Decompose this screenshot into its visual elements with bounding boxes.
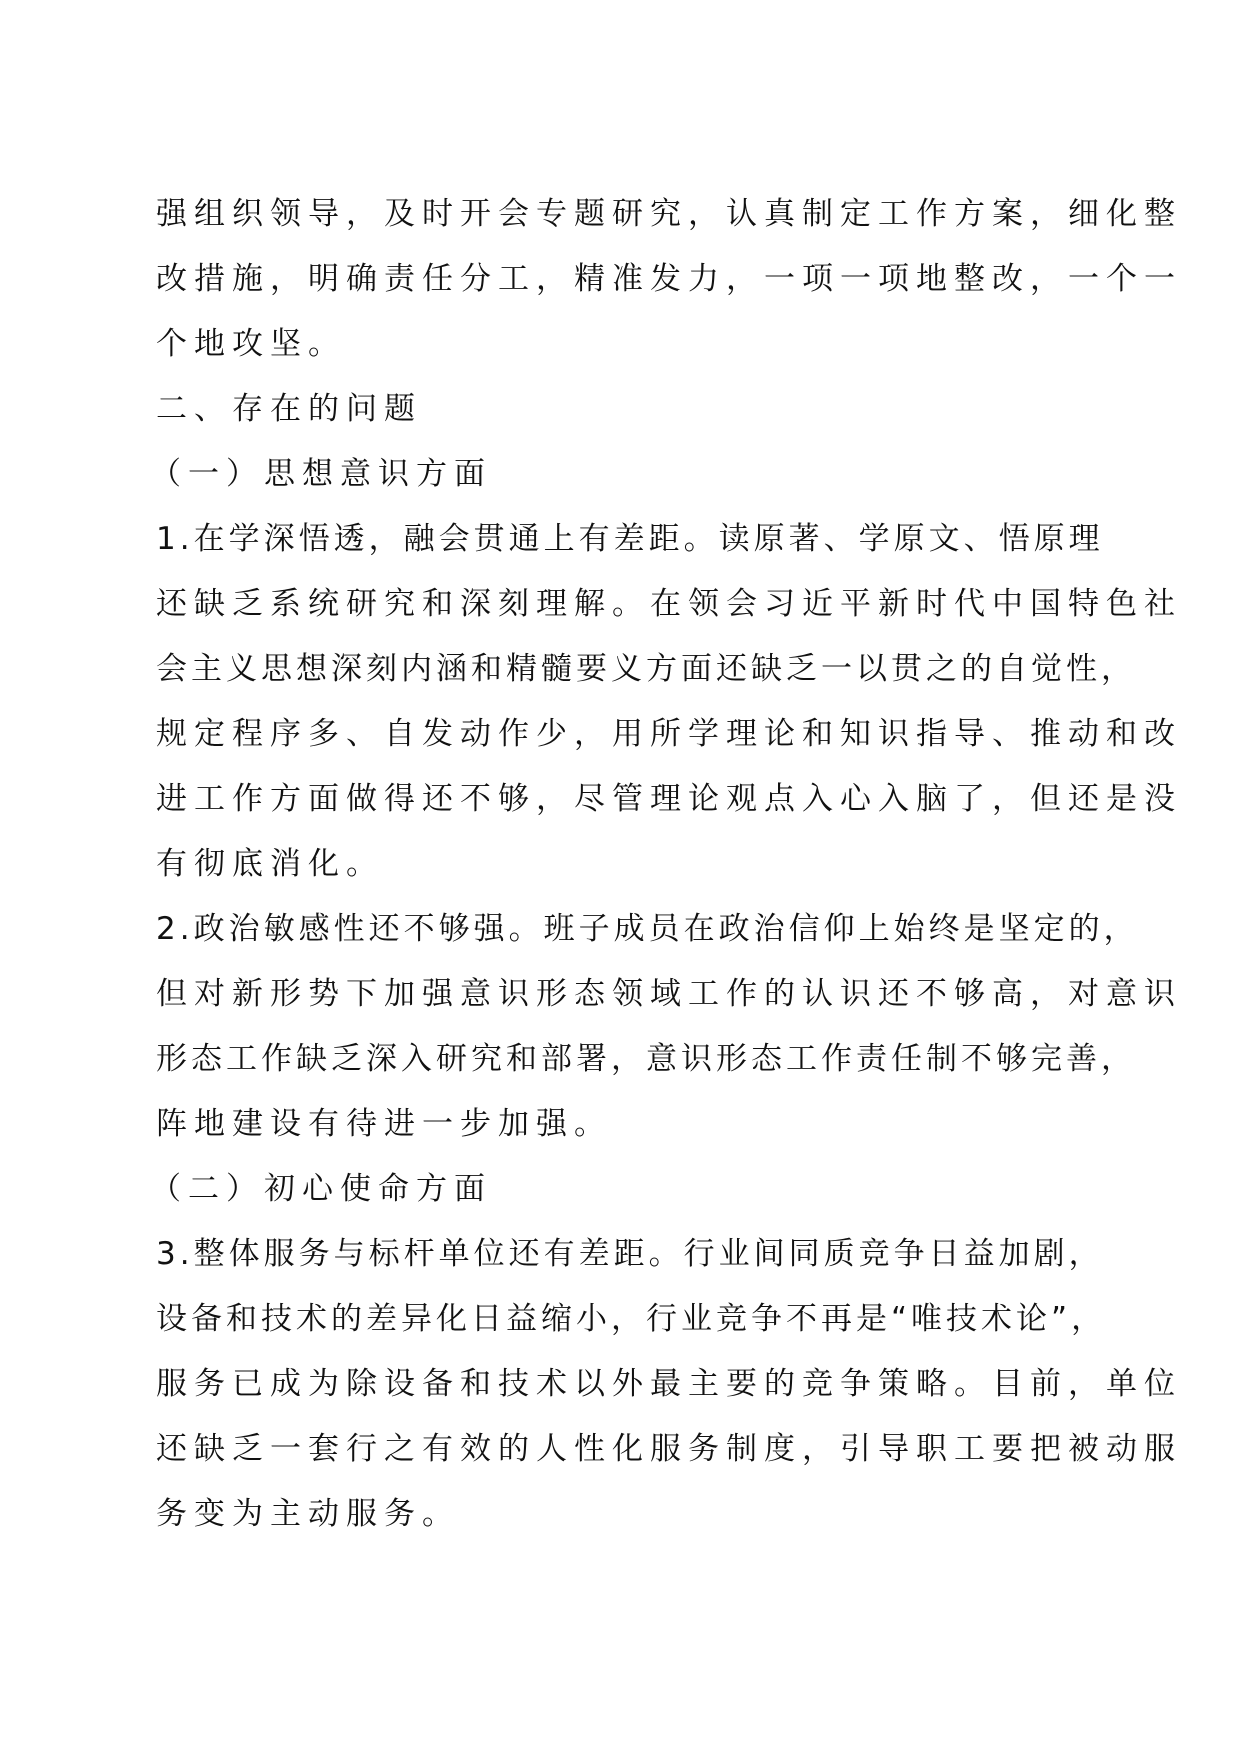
paragraph-line: 会主义思想深刻内涵和精髓要义方面还缺乏一以贯之的自觉性，: [156, 651, 1136, 687]
paragraph-line: 个地攻坚。: [156, 326, 346, 362]
paragraph-line: 服务已成为除设备和技术以外最主要的竞争策略。目前，单位: [156, 1366, 1182, 1402]
paragraph-line: 还缺乏一套行之有效的人性化服务制度，引导职工要把被动服: [156, 1431, 1182, 1467]
paragraph-line: 2.政治敏感性还不够强。班子成员在政治信仰上始终是坚定的，: [156, 911, 1139, 947]
paragraph-line: 有彻底消化。: [156, 846, 384, 882]
document-body: [150, 182, 1182, 1547]
paragraph-line: 还缺乏系统研究和深刻理解。在领会习近平新时代中国特色社: [156, 586, 1182, 622]
paragraph-line: 但对新形势下加强意识形态领域工作的认识还不够高，对意识: [156, 976, 1182, 1012]
section-heading: 二、存在的问题: [156, 391, 422, 427]
paragraph-line: 阵地建设有待进一步加强。: [156, 1106, 612, 1142]
paragraph-line: 进工作方面做得还不够，尽管理论观点入心入脑了，但还是没: [156, 781, 1182, 817]
paragraph-line: 设备和技术的差异化日益缩小，行业竞争不再是“唯技术论”，: [156, 1301, 1107, 1337]
paragraph-line: 1.在学深悟透，融会贯通上有差距。读原著、学原文、悟原理: [156, 521, 1104, 557]
paragraph-line: 改措施，明确责任分工，精准发力，一项一项地整改，一个一: [156, 261, 1182, 297]
paragraph-line: 3.整体服务与标杆单位还有差距。行业间同质竞争日益加剧，: [156, 1236, 1104, 1272]
subsection-heading: （二）初心使命方面: [150, 1171, 492, 1207]
paragraph-line: 务变为主动服务。: [156, 1496, 460, 1532]
paragraph-line: 强组织领导，及时开会专题研究，认真制定工作方案，细化整: [156, 196, 1182, 232]
subsection-heading: （一）思想意识方面: [150, 456, 492, 492]
paragraph-line: 规定程序多、自发动作少，用所学理论和知识指导、推动和改: [156, 716, 1182, 752]
paragraph-line: 形态工作缺乏深入研究和部署，意识形态工作责任制不够完善，: [156, 1041, 1136, 1077]
